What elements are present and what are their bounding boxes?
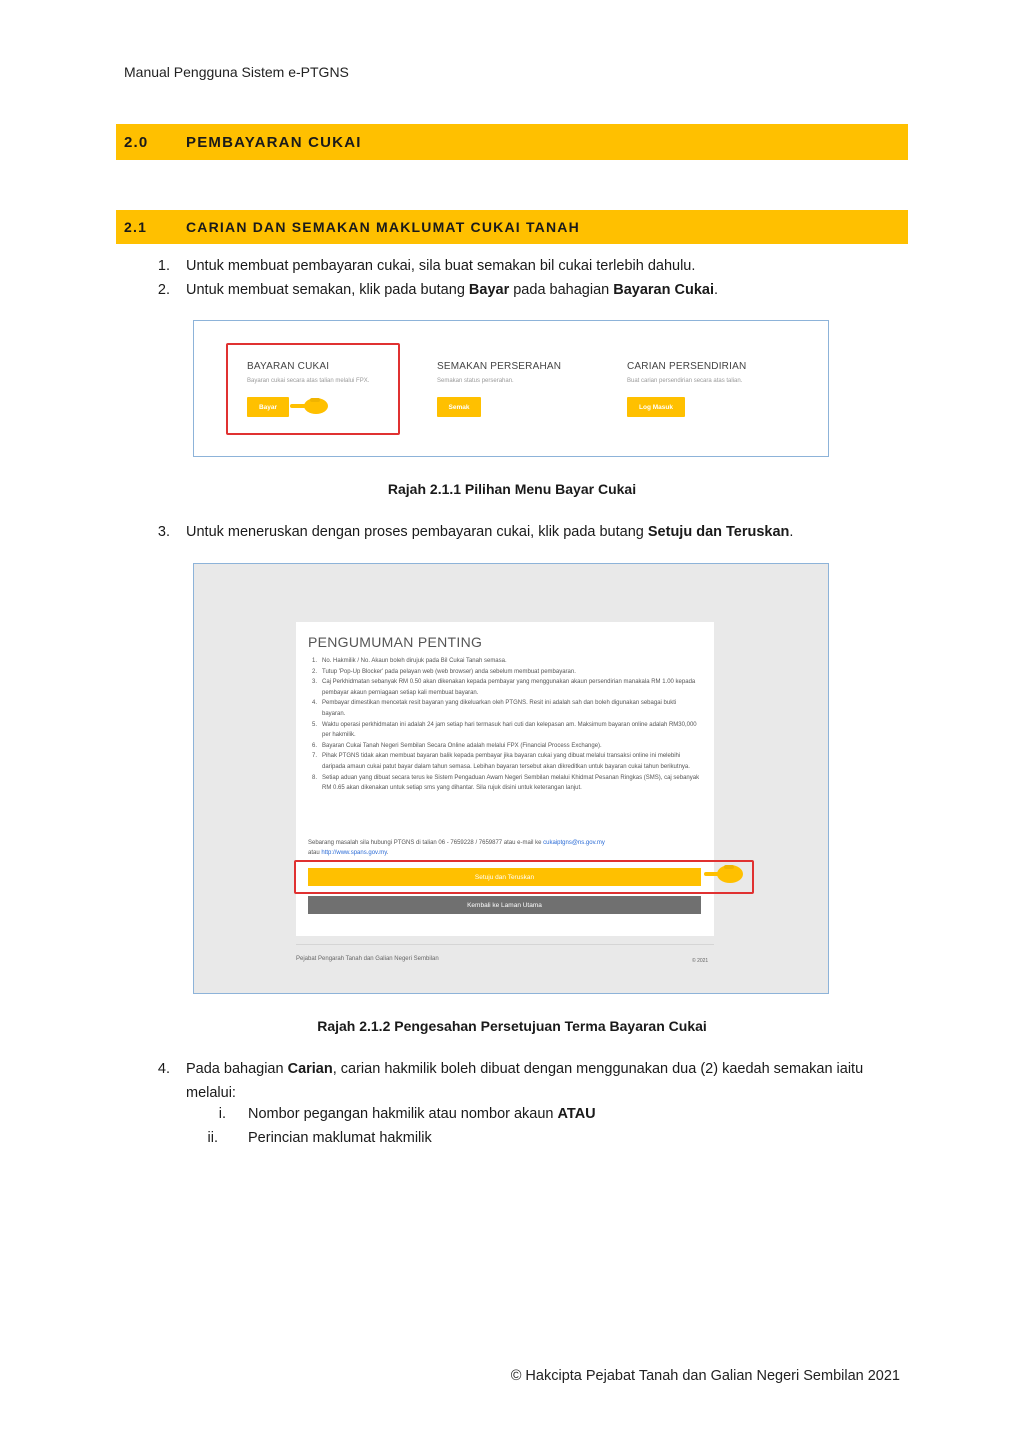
- step-1: 1. Untuk membuat pembayaran cukai, sila buat semakan bil cukai terlebih dahulu.: [157, 258, 696, 274]
- substep-ii: Perincian maklumat hakmilik: [248, 1130, 432, 1146]
- notice-item: 6. Bayaran Cukai Tanah Negeri Sembilan Secara Online adalah melalui FPX (Financial Process Exchange).: [312, 742, 602, 749]
- column-heading: BAYARAN CUKAI: [247, 361, 330, 372]
- figure-announcement-screenshot: [193, 563, 829, 994]
- semak-button[interactable]: Semak: [437, 397, 481, 417]
- column-desc: Buat carian persendirian secara atas talian.: [627, 378, 743, 384]
- kembali-button[interactable]: Kembali ke Laman Utama: [308, 896, 701, 914]
- step-3: 3. Untuk meneruskan dengan proses pembayaran cukai, klik pada butang Setuju dan Teruskan.: [157, 524, 794, 540]
- announcement-title: PENGUMUMAN PENTING: [308, 634, 483, 650]
- website-link[interactable]: http://www.spans.gov.my: [321, 850, 387, 856]
- section-heading-2-0: [116, 124, 908, 160]
- email-link[interactable]: cukaiptgns@ns.gov.my: [543, 840, 605, 846]
- notice-item: 3. Caj Perkhidmatan sebanyak RM 0.50 akan dikenakan kepada pembayar yang menggunakan akaun persendirian manakala RM 1.00 kepada pembayar akaun perniagaan setiap kali membuat bayaran.: [312, 679, 696, 696]
- section-heading-2-1: [116, 210, 908, 244]
- notice-list: [310, 656, 700, 794]
- substep-i-marker: i.: [218, 1106, 226, 1122]
- notice-item: 8. Setiap aduan yang dibuat secara terus ke Sistem Pengaduan Awam Negeri Sembilan melalui Khidmat Pesanan Ringkas (SMS), caj sebanyak RM 0.65 akan dikenakan untuk setiap sms yang dihantar. Sila rujuk disini untuk keterangan lanjut.: [312, 774, 700, 792]
- setuju-dan-teruskan-button[interactable]: Setuju dan Teruskan: [308, 868, 701, 886]
- step-2: 2. Untuk membuat semakan, klik pada butang Bayar pada bahagian Bayaran Cukai.: [157, 282, 719, 298]
- notice-item: 1. No. Hakmilik / No. Akaun boleh dirujuk pada Bil Cukai Tanah semasa.: [312, 658, 507, 664]
- substep-i: Nombor pegangan hakmilik atau nombor akaun ATAU: [248, 1106, 596, 1122]
- column-desc: Semakan status perserahan.: [437, 378, 514, 384]
- section-title: CARIAN DAN SEMAKAN MAKLUMAT CUKAI TANAH: [186, 219, 580, 235]
- panel-footer: Pejabat Pengarah Tanah dan Galian Negeri Sembilan: [296, 956, 439, 962]
- highlight-box: [226, 343, 400, 435]
- pointer-hand-icon: [704, 862, 746, 886]
- steps-list-c: [150, 1057, 910, 1105]
- section-title: PEMBAYARAN CUKAI: [186, 133, 362, 151]
- figure-caption-2: Rajah 2.1.2 Pengesahan Persetujuan Terma Bayaran Cukai: [317, 1018, 707, 1034]
- page-header: Manual Pengguna Sistem e-PTGNS: [124, 64, 349, 80]
- contact-info: Sebarang masalah sila hubungi PTGNS di talian 06 - 7659228 / 7659877 atau e-mail ke cukaiptgns@ns.gov.my atau http://www.spans.gov.my.: [308, 840, 605, 856]
- panel-divider: [296, 944, 714, 945]
- steps-list-b: [150, 520, 910, 544]
- pointer-hand-icon: [290, 395, 332, 417]
- column-heading: SEMAKAN PERSERAHAN: [437, 361, 562, 372]
- section-number: 2.0: [124, 133, 149, 151]
- highlight-box: [294, 860, 754, 894]
- log-masuk-button[interactable]: Log Masuk: [627, 397, 685, 417]
- column-desc: Bayaran cukai secara atas talian melalui FPX.: [247, 378, 370, 384]
- step-4: 4. Pada bahagian Carian, carian hakmilik boleh dibuat dengan menggunakan dua (2) kaedah semakan iaitu melalui:: [157, 1061, 864, 1101]
- notice-item: 5. Waktu operasi perkhidmatan ini adalah 24 jam setiap hari termasuk hari cuti dan kelepasan am. Maksimum bayaran online adalah RM30,000 per hakmilik.: [312, 721, 697, 739]
- notice-item: 7. Pihak PTGNS tidak akan membuat bayaran balik kepada pembayar jika bayaran cukai yang dibuat melalui transaksi online ini melebihi daripada amaun cukai patut bayar dalam tahun semasa. Lebihan bayaran tersebut akan dikreditkan untuk bayaran cukai tahun berikutnya.: [312, 753, 690, 770]
- semakan-perserahan-column: [437, 361, 561, 384]
- column-heading: CARIAN PERSENDIRIAN: [627, 361, 747, 372]
- page-footer: © Hakcipta Pejabat Tanah dan Galian Negeri Sembilan 2021: [510, 1368, 900, 1384]
- notice-item: 2. Tutup 'Pop-Up Blocker' pada pelayan web (web browser) anda sebelum membuat pembayaran.: [312, 668, 576, 675]
- panel-copyright: © 2021: [692, 958, 709, 964]
- carian-persendirian-column: [627, 361, 746, 384]
- steps-list-a: [150, 254, 910, 302]
- section-number: 2.1: [124, 219, 148, 235]
- figure-caption-1: Rajah 2.1.1 Pilihan Menu Bayar Cukai: [387, 481, 637, 497]
- substep-ii-marker: ii.: [207, 1130, 218, 1146]
- notice-item: 4. Pembayar dimestikan mencetak resit bayaran yang dikeluarkan oleh PTGNS. Resit ini adalah sah dan boleh digunakan sebagai bukti bayaran.: [312, 700, 677, 717]
- bayar-button[interactable]: Bayar: [247, 397, 289, 417]
- figure-menu-screenshot: [193, 320, 829, 457]
